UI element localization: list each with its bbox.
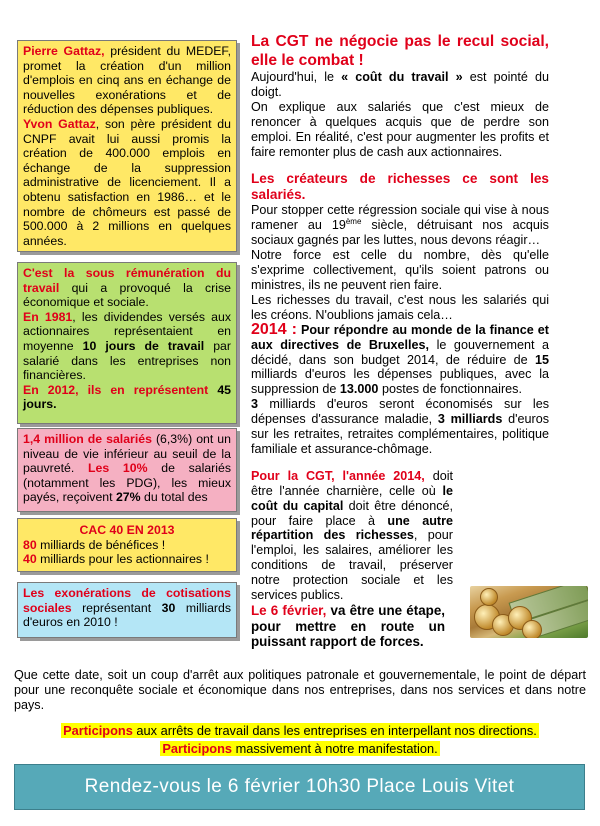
box-pauvrete — [17, 428, 237, 512]
cout-capital: le coût du capital — [251, 483, 453, 513]
call-manifestation — [0, 741, 600, 756]
year-1981: En 1981 — [23, 309, 73, 324]
year-2012-text: En 2012, ils en représentent — [23, 382, 218, 397]
autre-repartition: une autre répartition des richesses — [251, 513, 454, 543]
cac40-actionnaires-text: milliards pour les actionnaires ! — [36, 552, 209, 567]
paragraph-force: Notre force est celle du nombre, dès qu'elle s'exprime collectivement, qu'ils soient patrons ou ministres, ils ne peuvent rien faire. — [251, 248, 549, 292]
money-coins-banknotes-image — [470, 586, 588, 638]
gattaz-yvon-paragraph — [23, 117, 231, 248]
article-title: La CGT ne négocie pas le recul social, elle le combat ! — [251, 33, 549, 69]
sous-remuneration-text: qui a provoqué la crise économique et sociale. — [23, 280, 231, 310]
pierre-gattaz-text: président du MEDEF, promet la création d'un million d'emplois en cinq ans en échange de nouvelles exonérations et de réduction des dépenses publiques. — [23, 44, 231, 117]
paragraph-richesses: Les richesses du travail, c'est nous les salariés qui les créons. N'oublions jamais cela… — [251, 292, 549, 322]
gattaz-pierre-paragraph — [23, 44, 231, 117]
paragraph-economies — [251, 397, 549, 457]
dividendes-2012-paragraph — [23, 383, 231, 412]
participons-1: Participons — [63, 723, 133, 738]
quarante-cinq-jours: 45 jours — [23, 382, 231, 412]
treize-mille-postes: 13.000 — [339, 382, 379, 397]
participons-2: Participons — [162, 741, 233, 756]
cgt-text-c: , pour l'emploi, les salaires, améliorer les conditions de travail, préserver notre protection sociale et les services publics. — [251, 528, 453, 603]
box-exonerations — [17, 582, 237, 638]
pierre-gattaz-name: Pierre Gattaz, — [23, 44, 105, 58]
call-manif-highlight — [160, 741, 439, 756]
heading-createurs: Les créateurs de richesses ce sont les salariés. — [251, 171, 549, 203]
cout-travail-quote: « coût du travail » — [341, 70, 463, 84]
conclusion-paragraph: Que cette date, soit un coup d'arrêt aux politiques patronale et gouvernementale, le point de départ pour une reconquête sociale et économique dans nos entreprises, dans nos services et dans notre pays. — [14, 668, 586, 712]
pauvrete-paragraph — [23, 432, 231, 505]
exonerations-text-a: représentant — [71, 600, 162, 615]
cac40-title: CAC 40 EN 2013 — [79, 523, 175, 537]
million-salaries: 1,4 million de salariés — [23, 432, 152, 446]
regression-b: siècle, détruisant nos acquis sociaux gagnés par les luttes, nous devons réagir… — [251, 218, 549, 248]
paragraph-2014 — [251, 320, 549, 398]
finance-bruxelles: Pour répondre au monde de la finance et aux directives de Bruxelles, — [251, 322, 549, 352]
sous-remuneration-heading: C'est la sous rémunération du travail — [23, 266, 231, 295]
etape-text: va être une étape, pour mettre en route un puissant rapport de forces. — [251, 603, 445, 650]
exonerations-paragraph — [23, 586, 231, 630]
cout-travail-a: Aujourd'hui, le — [251, 70, 342, 84]
cac40-benefices-text: milliards de bénéfices ! — [36, 537, 166, 552]
cout-travail-c: est pointé du doigt. — [251, 70, 550, 99]
cgt-2014-heading: Pour la CGT, l'année 2014, — [251, 468, 425, 483]
economies-text-b: d'euros sur les retraites, retraites complémentaires, politique familiale et assurance-chômage. — [251, 412, 549, 456]
les-10-pourcent: Les 10% — [88, 461, 148, 476]
call-arrets-travail — [0, 723, 600, 738]
budget-text-b: milliards d'euros les dépenses publiques, avec la suppression de — [251, 367, 549, 397]
box-cac40 — [17, 518, 237, 572]
year-2014: 2014 : — [251, 320, 297, 338]
yvon-gattaz-name: Yvon Gattaz — [23, 116, 96, 131]
period: . — [53, 397, 57, 412]
trois-milliards-a: 3 — [251, 397, 259, 412]
dividendes-text-b: par salarié dans les entreprises non financières. — [23, 338, 231, 383]
paragraph-profits: On explique aux salariés que c'est mieux de renoncer à quelques acquis que de perdre son emploi. En réalité, c'est pour augmenter les profits et faire remonter plus de cash aux actionnaires. — [251, 99, 549, 159]
call-manif-text: massivement à notre manifestation. — [232, 741, 438, 756]
box-sous-remuneration — [17, 262, 237, 424]
pauvrete-text-b: de salariés (notamment les PDG), les mieux payés, reçoivent — [23, 461, 231, 505]
six-fevrier: Le 6 février, — [251, 603, 327, 618]
ordinal-sup: ème — [345, 217, 362, 227]
cac40-line-1 — [23, 538, 231, 553]
rendez-vous-text: Rendez-vous le 6 février 10h30 Place Louis Vitet — [84, 776, 515, 797]
paragraph-regression — [251, 203, 549, 248]
exonerations-text-b: milliards d'euros en 2010 ! — [23, 600, 231, 630]
economies-text-a: milliards d'euros seront économisés sur les dépenses d'assurance maladie, — [251, 397, 549, 427]
paragraph-cgt-2014 — [251, 469, 549, 603]
cac40-actionnaires-num: 40 — [23, 552, 37, 567]
regression-a: Pour stopper cette régression sociale qui vise à nous ramener au 19 — [251, 203, 549, 233]
dividendes-text-a: , les dividendes versés aux actionnaires représentaient en moyenne — [23, 309, 231, 353]
cac40-benefices-num: 80 — [23, 537, 37, 552]
pauvrete-text-a: (6,3%) ont un niveau de vie inférieur au seuil de la pauvreté. — [23, 432, 231, 476]
rendez-vous-banner — [14, 764, 585, 810]
cgt-text-b: doit être dénoncé, pour faire place à — [251, 498, 453, 528]
yvon-gattaz-text: , son père président du CNPF avait lui aussi promis la création de 400.000 emplois en échange de la suppression administrative de licenciement. Il a obtenu satisfaction en 1986… et le nombre de chômeurs est passé de 500.000 à 2 millions en quelques années. — [23, 116, 231, 248]
call-arrets-highlight — [61, 723, 539, 738]
box-gattaz — [17, 40, 237, 252]
budget-text-c: postes de fonctionnaires. — [378, 382, 522, 397]
dix-jours: 10 jours de travail — [82, 338, 205, 353]
dividendes-1981-paragraph — [23, 310, 231, 383]
pauvrete-text-c: du total des — [140, 490, 208, 505]
vingt-sept-pourcent: 27% — [115, 490, 141, 505]
cgt-text-a: doit être l'année charnière, celle où — [251, 468, 453, 498]
main-article — [251, 32, 549, 650]
cac40-line-2 — [23, 552, 231, 567]
paragraph-cout-travail — [251, 70, 549, 100]
budget-text-a: le gouvernement a décidé, dans son budget 2014, de réduire de — [251, 337, 549, 367]
quinze-milliards: 15 — [534, 352, 549, 367]
trente-milliards: 30 — [161, 600, 176, 615]
call-arrets-text: aux arrêts de travail dans les entreprises en interpellant nos directions. — [132, 723, 537, 738]
trois-milliards-b: 3 milliards — [437, 412, 503, 427]
sous-remuneration-paragraph — [23, 266, 231, 310]
exonerations-heading: Les exonérations de cotisations sociales — [23, 586, 231, 615]
